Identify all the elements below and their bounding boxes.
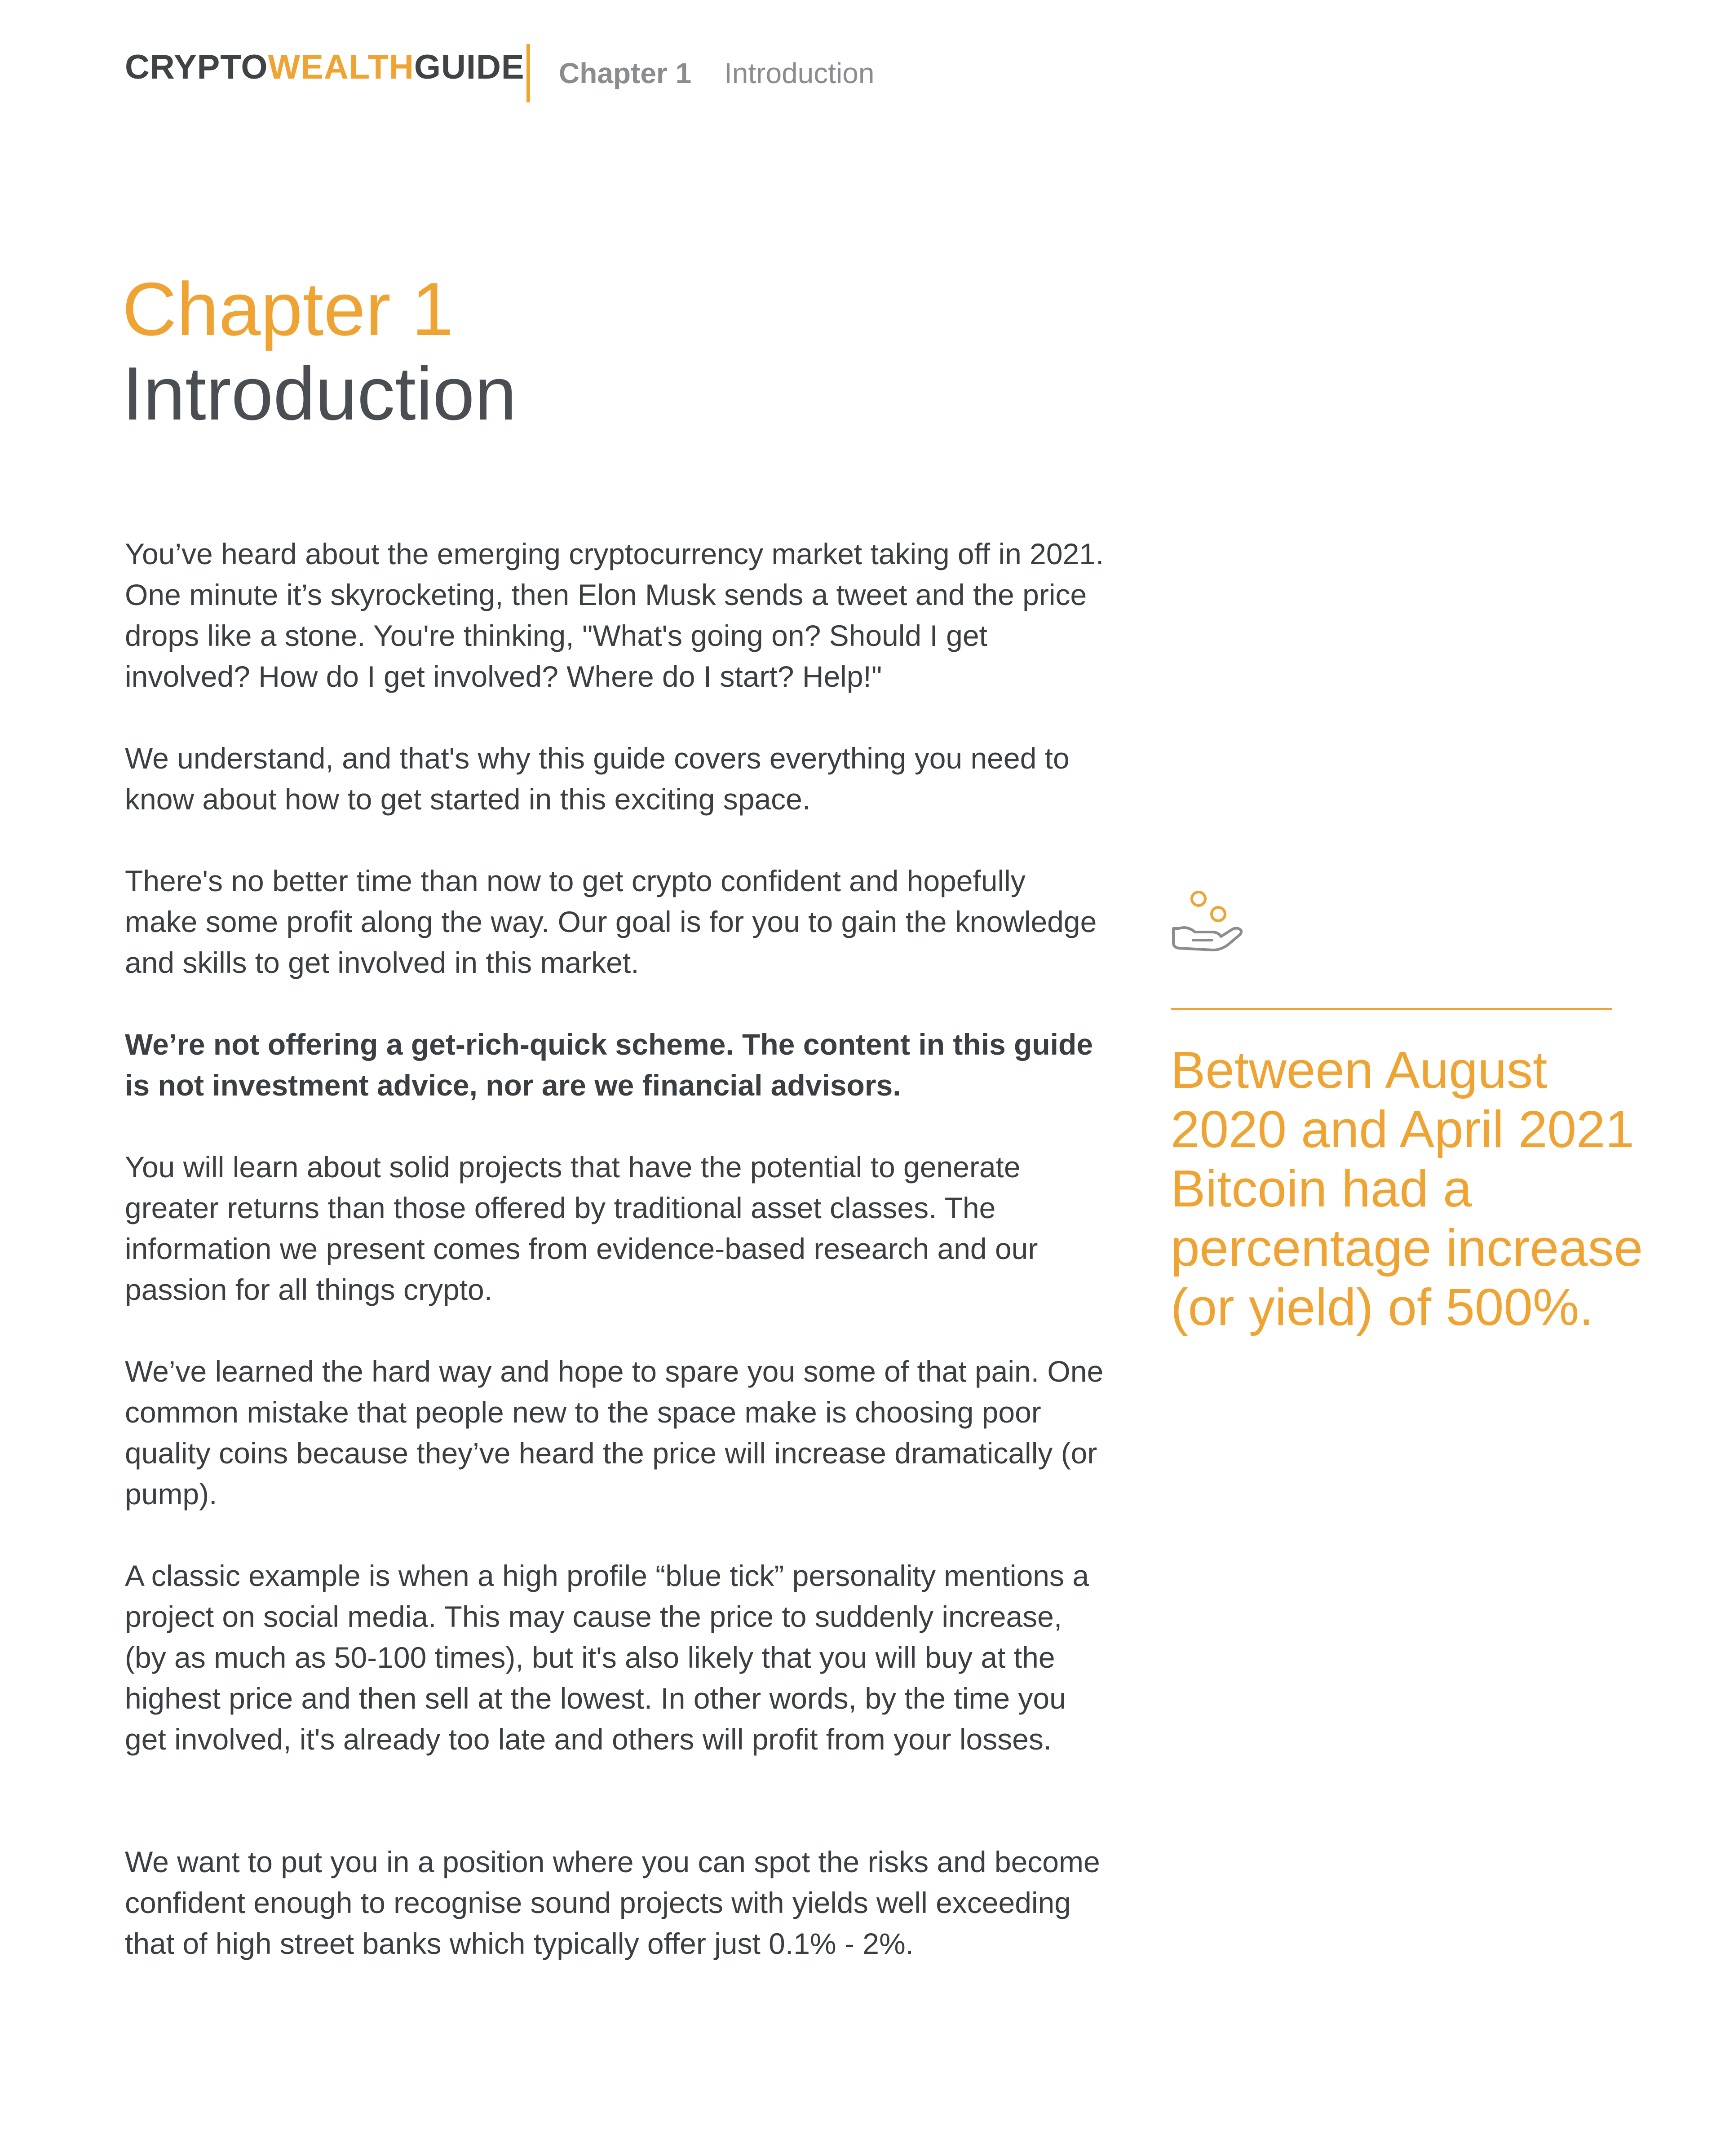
- brand-logo: [125, 48, 525, 87]
- brand-part-crypto: CRYPTO: [125, 48, 268, 86]
- paragraph-7: A classic example is when a high profile “blue tick” personality mentions a project on social media. This may cause the price to suddenly increase, (by as much as 50-100 times), but it's also likely that you will buy at the highest price and then sell at the lowest. In other words, by the time you get involved, it's already too late and others will profit from your losses.: [125, 1559, 1089, 1756]
- disclaimer-paragraph: We’re not offering a get-rich-quick scheme. The content in this guide is not investment advice, nor are we financial advisors.: [125, 1028, 1093, 1102]
- brand-part-wealth: WEALTH: [268, 48, 414, 86]
- paragraph-3: There's no better time than now to get crypto confident and hopefully make some profit along the way. Our goal is for you to gain the knowledge and skills to get involved in this market.: [125, 864, 1097, 979]
- paragraph-5: You will learn about solid projects that have the potential to generate greater returns than those offered by traditional asset classes. The information we present comes from evidence-based research and our passion for all things crypto.: [125, 1150, 1038, 1306]
- chapter-heading: Introduction: [122, 351, 517, 436]
- header-section-label: Introduction: [724, 57, 875, 89]
- sidebar-quote: Between August 2020 and April 2021 Bitcoin had a percentage increase (or yield) of 500%.: [1171, 1041, 1643, 1336]
- brand-part-guide: GUIDE: [414, 48, 525, 86]
- paragraph-6: We’ve learned the hard way and hope to spare you some of that pain. One common mistake that people new to the space make is choosing poor quality coins because they’ve heard the price will increase dramatically (or pump).: [125, 1355, 1104, 1511]
- header-chapter-label: Chapter 1: [559, 57, 692, 89]
- paragraph-8: We want to put you in a position where you can spot the risks and become confident enough to recognise sound projects with yields well exceeding that of high street banks which typically offer just 0.1% - 2%.: [125, 1845, 1100, 1960]
- chapter-title: Chapter 1: [122, 267, 454, 351]
- hand-coins-icon: [1168, 887, 1244, 963]
- sidebar-divider: [1171, 1008, 1612, 1010]
- header-divider: [526, 44, 530, 102]
- body-text: [125, 534, 1104, 2005]
- paragraph-1: You’ve heard about the emerging cryptocurrency market taking off in 2021. One minute it’s skyrocketing, then Elon Musk sends a tweet and the price drops like a stone. You're thinking, "What's going on? Should I get involved? How do I get involved? Where do I start? Help!": [125, 537, 1104, 693]
- paragraph-2: We understand, and that's why this guide covers everything you need to know about how to get started in this exciting space.: [125, 742, 1070, 816]
